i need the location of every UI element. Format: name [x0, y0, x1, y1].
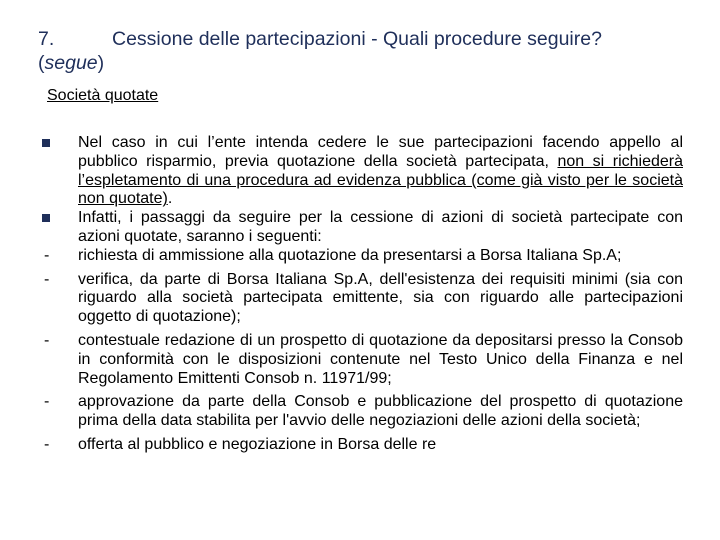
slide-title: 7. Cessione delle partecipazioni - Quali procedure seguire? (segue) — [38, 28, 602, 74]
segue-label: segue — [44, 52, 98, 74]
content-body — [38, 134, 683, 504]
dash-marker: - — [44, 331, 50, 349]
dash-marker: - — [44, 393, 50, 411]
dash-marker: - — [44, 435, 50, 453]
title-text: Cessione delle partecipazioni - Quali procedure seguire? — [112, 28, 602, 50]
section-number: 7. — [38, 28, 55, 50]
dash-marker: - — [44, 270, 50, 288]
underlined-text: non si richiederà l’espletamento di una procedura ad evidenza pubblica (come già visto per le società non quotate) — [78, 152, 683, 208]
dash-marker: - — [44, 246, 50, 264]
step-item: - contestuale redazione di un prospetto di quotazione da depositarsi presso la Consob in conformità con le disposizioni contenute nel Testo Unico della Finanza e nel Regolamento Emittenti Consob n. 11971/99; — [44, 331, 683, 387]
subtitle: Società quotate — [47, 87, 159, 104]
square-bullet-icon — [42, 139, 50, 147]
step-item: - verifica, da parte di Borsa Italiana Sp.A, dell'esistenza dei requisiti minimi (sia con riguardo alla società partecipata emittente, sia con riguardo alle partecipazioni oggetto di quotazione); — [44, 270, 683, 326]
step-item: - richiesta di ammissione alla quotazione da presentarsi a Borsa Italiana Sp.A; — [44, 246, 622, 264]
step-item: - offerta al pubblico e negoziazione in Borsa delle re — [44, 435, 437, 453]
bullet-item: Infatti, i passaggi da seguire per la cessione di azioni di società partecipate con azioni quotate, saranno i seguenti: — [38, 209, 683, 247]
bullet-item: Nel caso in cui l’ente intenda cedere le sue partecipazioni facendo appello al pubblico risparmio, previa quotazione della società partecipata, non si richiederà l’espletamento di una procedura ad evidenza pubblica (come già visto per le società non quotate). — [38, 134, 683, 209]
square-bullet-icon — [42, 214, 50, 222]
step-item: - approvazione da parte della Consob e pubblicazione del prospetto di quotazione prima della data stabilita per l'avvio delle negoziazioni delle azioni della società; — [44, 393, 683, 430]
